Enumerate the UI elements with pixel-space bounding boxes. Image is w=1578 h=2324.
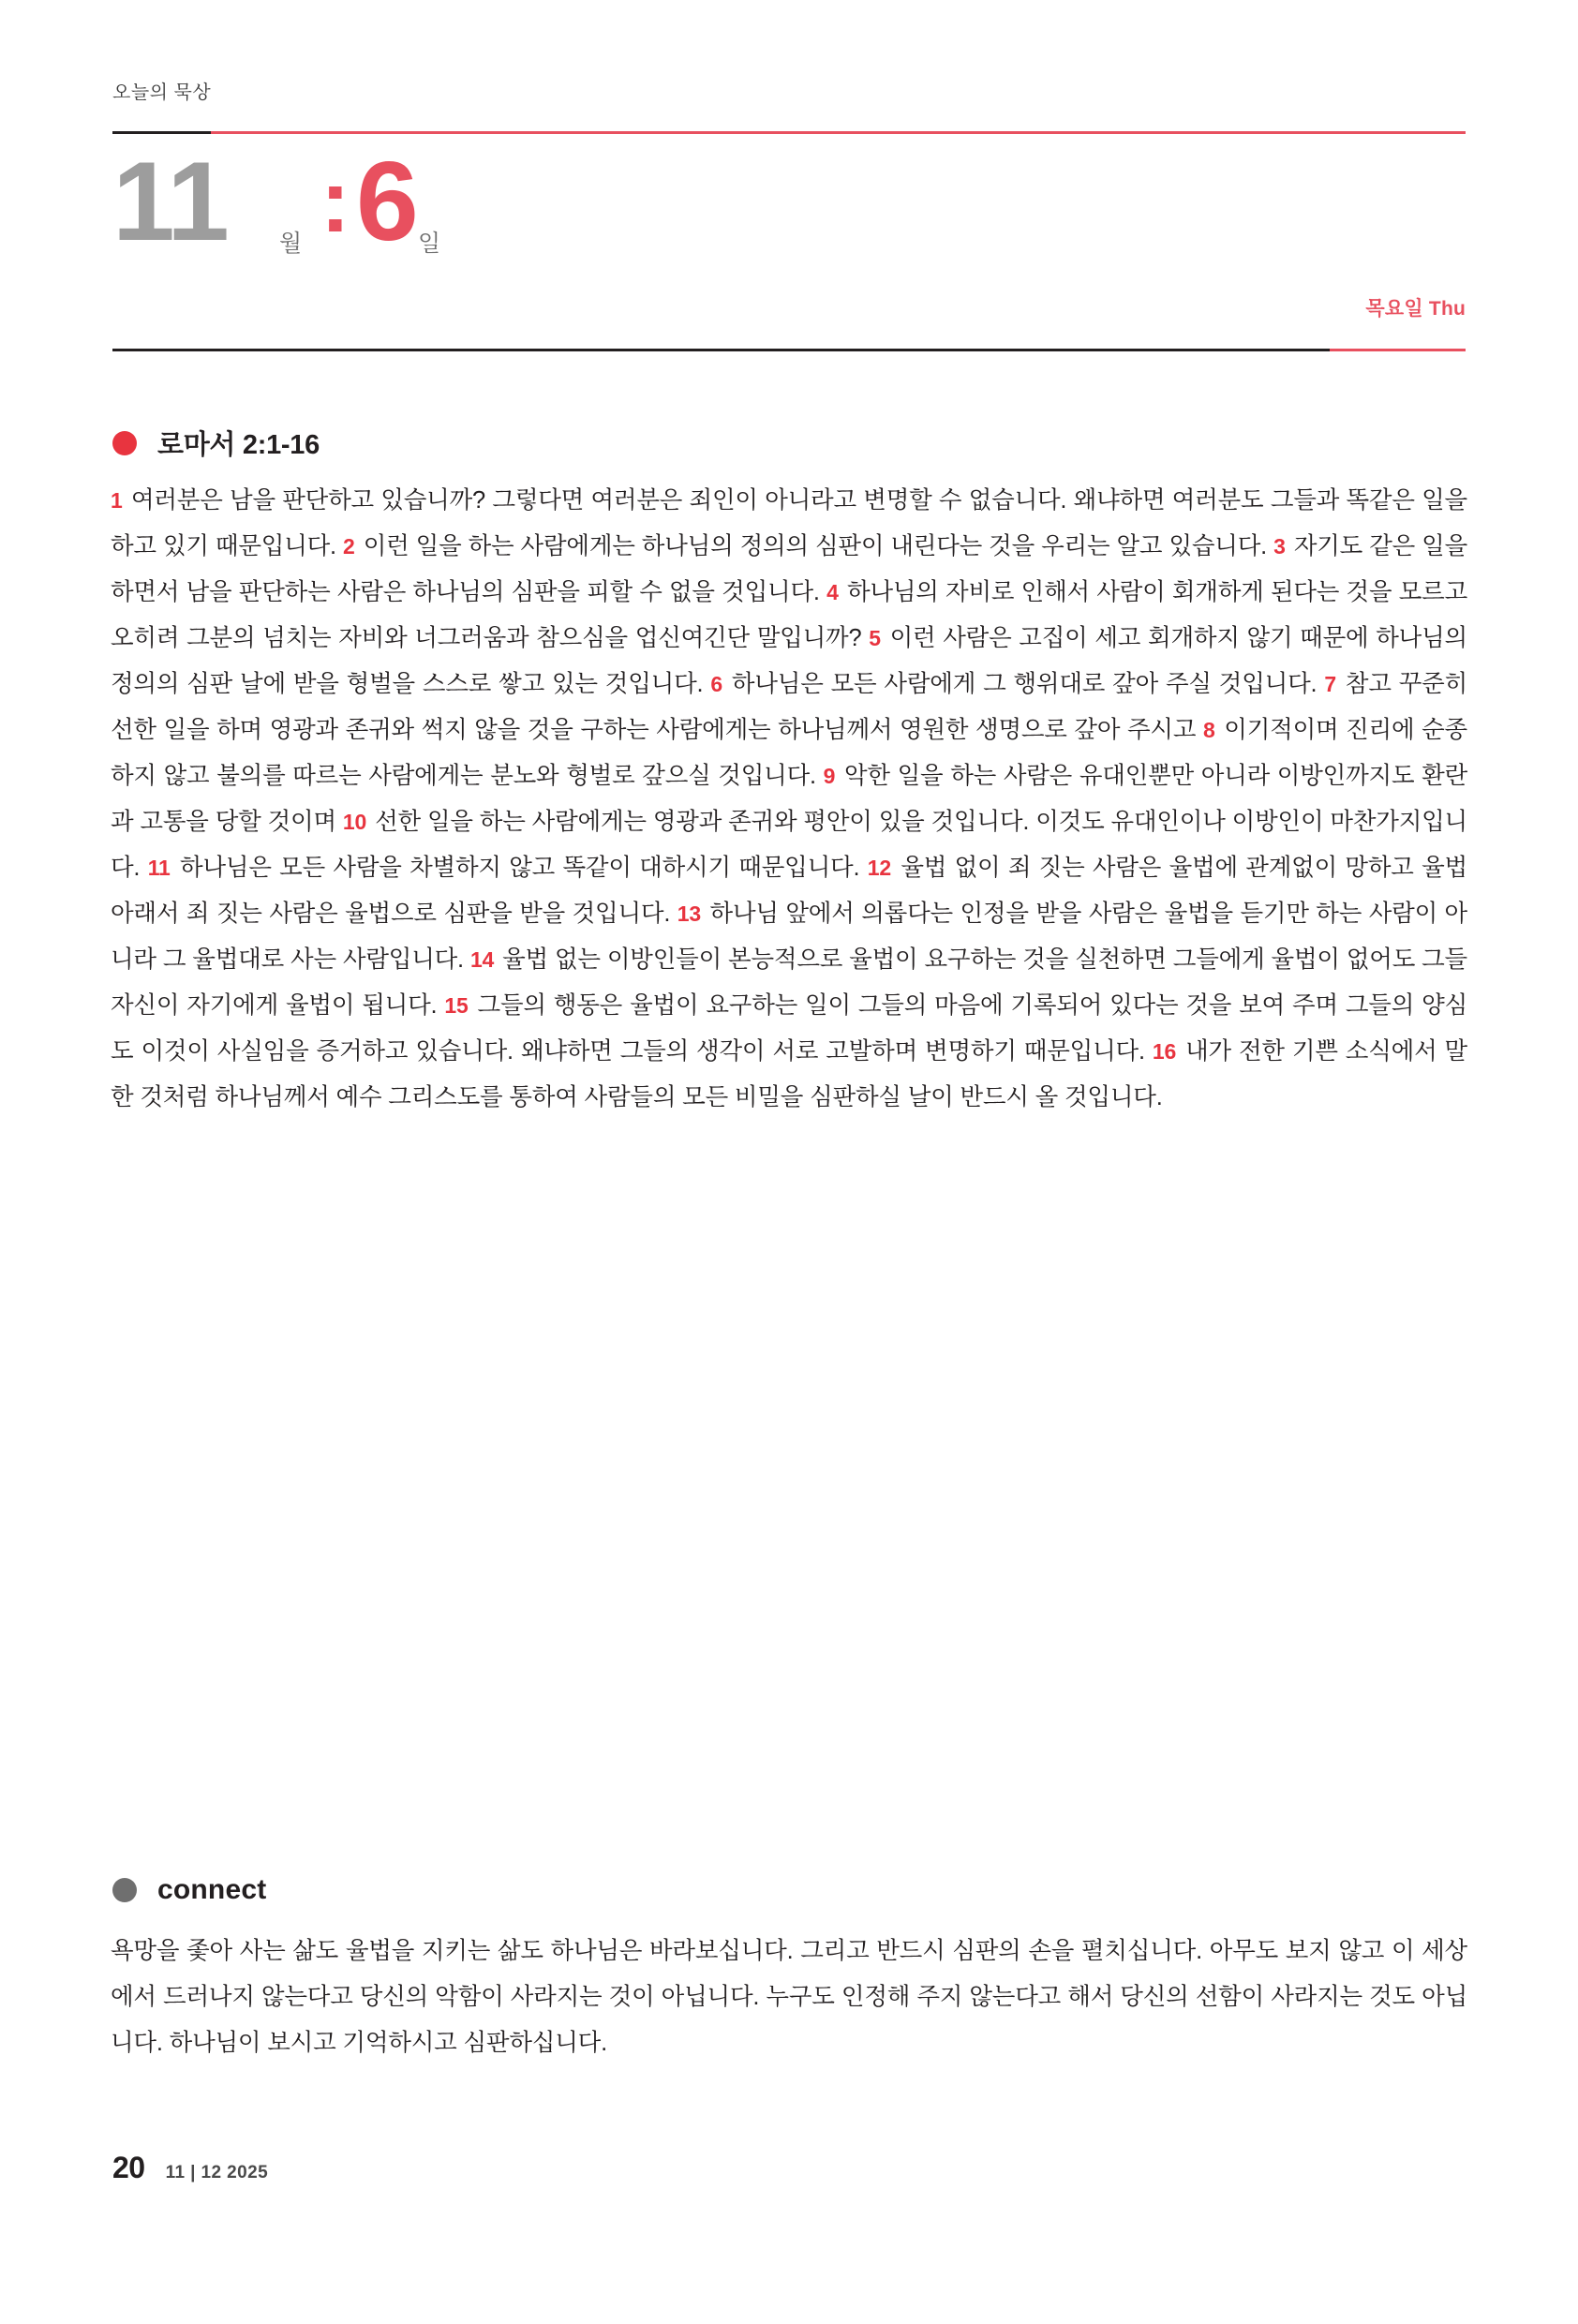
verse-number: 9 <box>823 764 836 788</box>
verse-number: 16 <box>1152 1039 1177 1064</box>
verse-text: 하나님은 모든 사람에게 그 행위대로 갚아 주실 것입니다. <box>723 671 1325 697</box>
date-day: 6 <box>356 139 417 264</box>
verse-text: 악한 일을 하는 사람은 유대인뿐만 아니라 이방인까지도 환란과 고통을 당할 것이며 <box>111 763 1468 835</box>
gray-dot-icon <box>112 1878 137 1902</box>
verse-text: 내가 전한 기쁜 소식에서 말한 것처럼 하나님께서 예수 그리스도를 통하여 사람들의 모든 비밀을 심판하실 날이 반드시 올 것입니다. <box>111 1038 1467 1110</box>
verse-number: 4 <box>826 580 839 604</box>
verse-number: 14 <box>469 947 495 972</box>
verse-text: 율법 없는 이방인들이 본능적으로 율법이 요구하는 것을 실천하면 그들에게 율법이 없어도 그들 자신이 자기에게 율법이 됩니다. <box>111 946 1467 1019</box>
verse-number: 6 <box>710 672 722 696</box>
connect-body: 욕망을 좇아 사는 삶도 율법을 지키는 삶도 하나님은 바라보십니다. 그리고 반드시 심판의 손을 펼치십니다. 아무도 보지 않고 이 세상에서 드러나지 않는다고 당신의 악함이 사라지는 것이 아닙니다. 누구도 인정해 주지 않는다고 해서 당신의 선함이 사라지는 것도 아닙니다. 하나님이 보시고 기억하시고 심판하십니다. <box>111 1938 1467 2056</box>
verse-number: 2 <box>343 534 355 559</box>
verse-number: 11 <box>147 856 171 880</box>
date-separator: : <box>320 152 350 251</box>
verse-text: 참고 꾸준히 선한 일을 하며 영광과 존귀와 썩지 않을 것을 구하는 사람에게는 하나님께서 영원한 생명으로 갚아 주시고 <box>111 671 1467 743</box>
verse-text: 하나님의 자비로 인해서 사람이 회개하게 된다는 것을 모르고 오히려 그분의 넘치는 자비와 너그러움과 참으심을 업신여긴단 말입니까? <box>111 579 1468 651</box>
verse-text: 하나님 앞에서 의롭다는 인정을 받을 사람은 율법을 듣기만 하는 사람이 아니라 그 율법대로 사는 사람입니다. <box>111 901 1467 973</box>
verse-number: 5 <box>869 626 881 650</box>
header-bottom-rule-accent <box>1330 349 1466 351</box>
verse-text: 이런 사람은 고집이 세고 회개하지 않기 때문에 하나님의 정의의 심판 날에 받을 형벌을 스스로 쌓고 있는 것입니다. <box>111 625 1467 697</box>
date-block <box>112 139 1466 337</box>
verse-number: 8 <box>1202 718 1215 742</box>
verse-text: 이런 일을 하는 사람에게는 하나님의 정의의 심판이 내린다는 것을 우리는 알고 있습니다. <box>356 533 1274 559</box>
verse-text: 선한 일을 하는 사람에게는 영광과 존귀와 평안이 있을 것입니다. 이것도 유대인이나 이방인이 마찬가지입니다. <box>111 809 1467 881</box>
verse-number: 10 <box>342 810 367 834</box>
connect-title: connect <box>157 1874 267 1905</box>
verse-text: 여러분은 남을 판단하고 있습니까? 그렇다면 여러분은 죄인이 아니라고 변명할 수 없습니다. 왜냐하면 여러분도 그들과 똑같은 일을 하고 있기 때문입니다. <box>111 487 1467 559</box>
verse-number: 1 <box>111 488 123 513</box>
header-top-rule <box>112 131 1466 134</box>
red-dot-icon <box>112 431 137 455</box>
verse-number: 13 <box>677 901 701 926</box>
page-kicker: 오늘의 묵상 <box>112 82 212 103</box>
connect-heading <box>112 1874 266 1906</box>
verse-text: 그들의 행동은 율법이 요구하는 일이 그들의 마음에 기록되어 있다는 것을 보여 주며 그들의 양심도 이것이 사실임을 증거하고 있습니다. 왜냐하면 그들의 생각이 서로 고발하며 변명하기 때문입니다. <box>111 992 1467 1065</box>
verse-text: 하나님은 모든 사람을 차별하지 않고 똑같이 대하시기 때문입니다. <box>171 855 868 881</box>
header-top-rule-accent <box>112 131 211 134</box>
date-day-unit: 일 <box>418 231 441 257</box>
verse-text: 율법 없이 죄 짓는 사람은 율법에 관계없이 망하고 율법 아래서 죄 짓는 사람은 율법으로 심판을 받을 것입니다. <box>111 855 1467 927</box>
date-month-unit: 월 <box>279 231 303 257</box>
date-month: 11 <box>112 139 228 264</box>
verse-number: 12 <box>867 856 891 880</box>
header-bottom-rule <box>112 349 1466 351</box>
verse-number: 7 <box>1324 672 1336 696</box>
date-weekday: 목요일 Thu <box>1365 298 1466 320</box>
scripture-body <box>111 478 1467 1121</box>
verse-number: 15 <box>444 993 469 1018</box>
verse-text: 이기적이며 진리에 순종하지 않고 불의를 따르는 사람에게는 분노와 형벌로 갚으실 것입니다. <box>111 717 1467 789</box>
footer-issue-meta: 11 | 12 2025 <box>165 2163 269 2182</box>
page-number: 20 <box>112 2151 145 2184</box>
page-footer <box>112 2151 268 2185</box>
verse-number: 3 <box>1273 534 1286 559</box>
scripture-reference: 로마서 2:1-16 <box>157 430 320 460</box>
scripture-heading <box>112 424 320 462</box>
verse-text: 자기도 같은 일을 하면서 남을 판단하는 사람은 하나님의 심판을 피할 수 없을 것입니다. <box>111 533 1468 605</box>
